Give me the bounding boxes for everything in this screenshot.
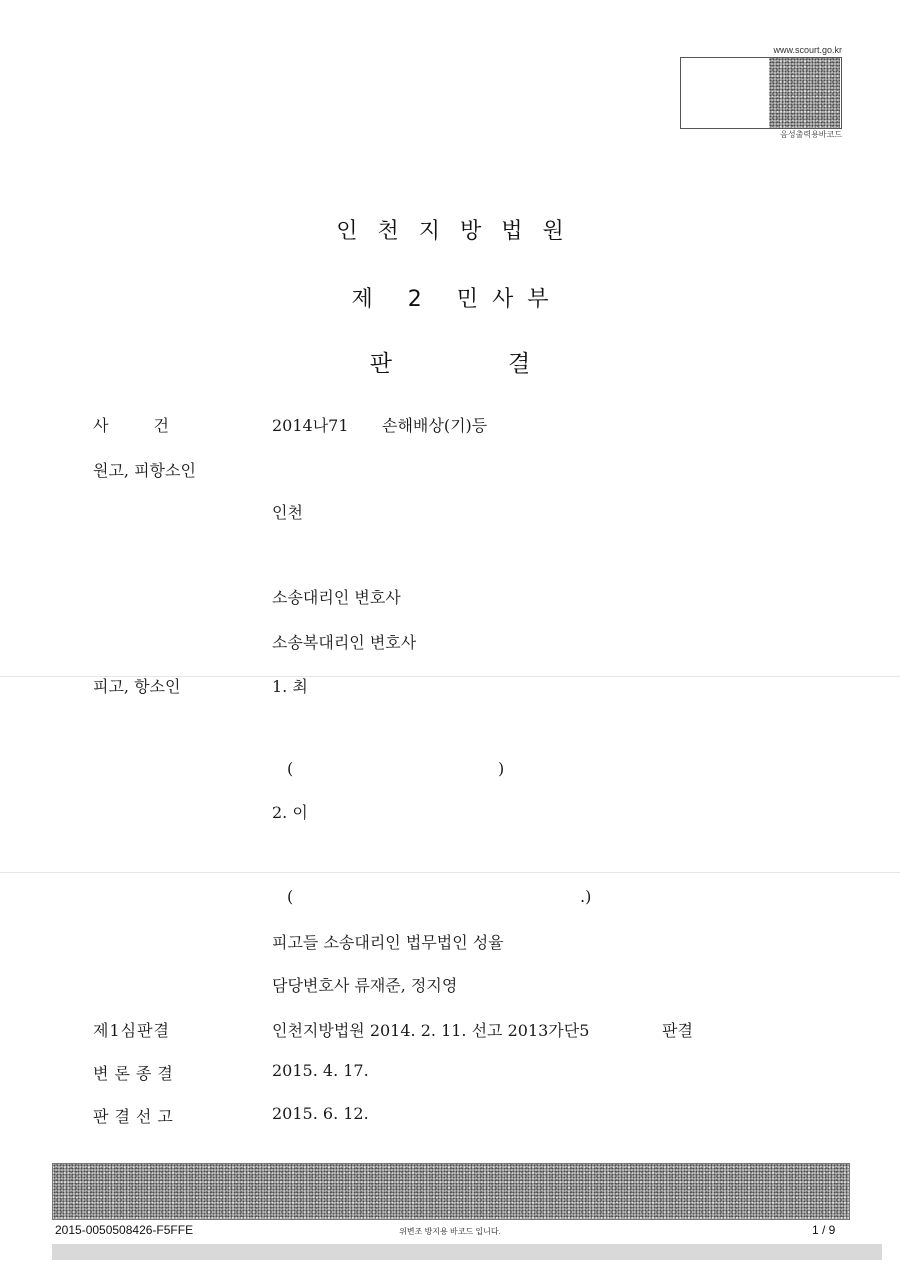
first-instance-label: 제1심판결	[93, 1021, 171, 1040]
barcode-note: 위변조 방지용 바코드 입니다.	[399, 1227, 501, 1236]
defendant-1-paren-close: )	[498, 759, 505, 778]
defendant-1-paren-open: (	[287, 759, 294, 778]
sentencing-date: 2015. 6. 12.	[272, 1104, 369, 1123]
plaintiff-address: 인천	[272, 503, 303, 522]
scan-strip	[52, 1244, 882, 1260]
document-type-left: 판	[369, 351, 392, 377]
case-label: 사 건	[93, 416, 169, 435]
scan-line	[0, 872, 900, 873]
defendant-2: 2. 이	[272, 803, 308, 822]
case-name: 손해배상(기)등	[382, 416, 488, 435]
document-type-right: 결	[508, 351, 531, 377]
first-instance-value: 인천지방법원 2014. 2. 11. 선고 2013가단5	[272, 1021, 590, 1040]
plaintiff-sub-attorney: 소송복대리인 변호사	[272, 633, 417, 652]
voice-barcode-icon	[769, 58, 840, 128]
document-id: 2015-0050508426-F5FFE	[55, 1223, 194, 1237]
sentencing-label: 판결선고	[93, 1107, 179, 1126]
page-number: 1 / 9	[812, 1223, 836, 1237]
defendant-2-paren-open: (	[287, 887, 294, 906]
document-type	[0, 345, 900, 378]
plaintiff-attorney: 소송대리인 변호사	[272, 588, 401, 607]
case-number: 2014나71	[272, 416, 349, 435]
defendant-label: 피고, 항소인	[93, 677, 181, 696]
court-name: 인천지방법원	[336, 219, 584, 244]
defendant-1: 1. 최	[272, 677, 308, 696]
defendant-2-paren-close: .)	[580, 887, 592, 906]
responsible-attorneys: 담당변호사 류재준, 정지영	[272, 976, 458, 995]
closing-label: 변론종결	[93, 1064, 179, 1083]
division-name: 제 2 민사부	[351, 287, 563, 312]
court-url: www.scourt.go.kr	[773, 45, 842, 55]
first-instance-suffix: 판결	[662, 1021, 693, 1040]
plaintiff-label: 원고, 피항소인	[93, 461, 196, 480]
barcode-caption: 음성출력용바코드	[780, 130, 842, 139]
anti-forgery-barcode-icon	[52, 1163, 850, 1220]
defendants-attorney: 피고들 소송대리인 법무법인 성율	[272, 933, 504, 952]
closing-date: 2015. 4. 17.	[272, 1061, 369, 1080]
